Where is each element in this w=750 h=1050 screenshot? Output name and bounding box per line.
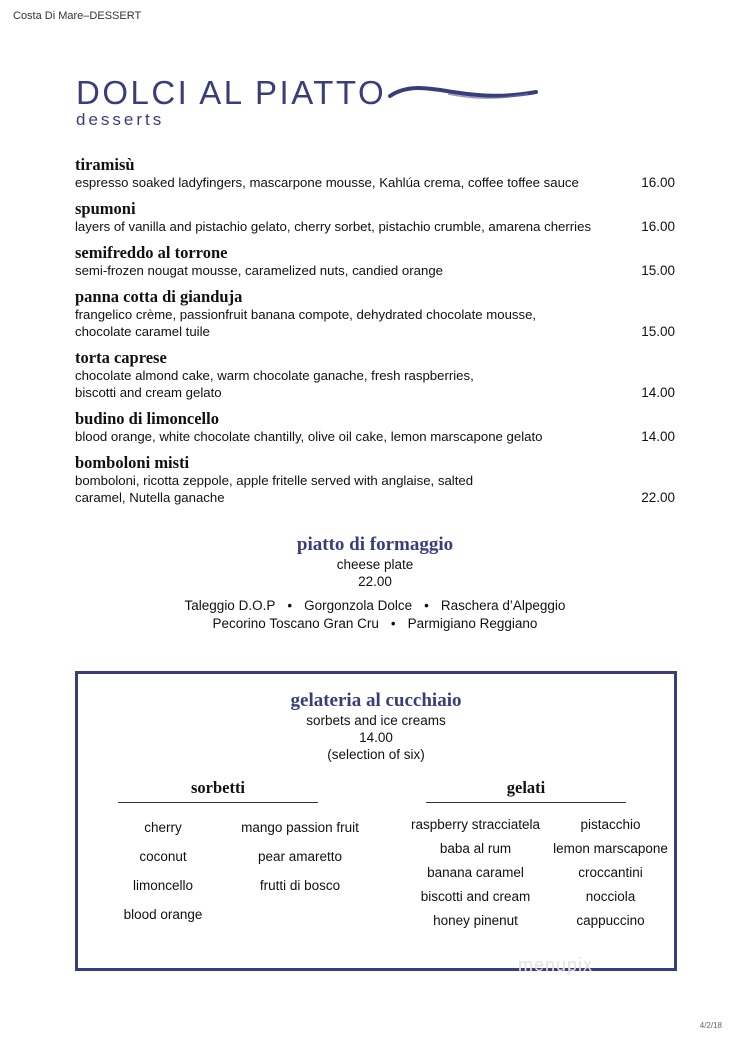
item-description: frangelico crème, passionfruit banana compote, dehydrated chocolate mousse, chocolate caramel tuile	[75, 307, 537, 339]
gelateria-title: gelateria al cucchiaio	[290, 690, 462, 711]
cheese-item: Raschera d’Alpeggio	[440, 598, 566, 613]
flavor-item: baba al rum	[439, 841, 512, 856]
bullet: •	[390, 616, 396, 631]
cheese-item: Gorgonzola Dolce	[304, 598, 413, 613]
item-name: spumoni	[75, 199, 136, 218]
menu-item	[75, 199, 675, 235]
gelateria-header	[78, 690, 674, 763]
cheese-plate-section	[0, 534, 750, 633]
flavor-item: lemon marscapone	[553, 841, 668, 856]
gelateria-price: 14.00	[359, 730, 393, 745]
dessert-list	[75, 155, 675, 514]
flavor-item: nocciola	[585, 889, 636, 904]
menu-item	[75, 287, 675, 340]
page-title: DOLCI AL PIATTO	[76, 74, 387, 111]
header-note: Costa Di Mare–DESSERT	[13, 10, 142, 22]
sorbetti-rule	[118, 802, 318, 803]
flavor-item: biscotti and cream	[420, 889, 531, 904]
menu-item	[75, 453, 675, 506]
item-price: 15.00	[641, 263, 675, 278]
menu-item	[75, 155, 675, 191]
item-description: chocolate almond cake, warm chocolate ganache, fresh raspberries, biscotti and cream gelato	[75, 368, 474, 400]
item-name: tiramisù	[75, 155, 135, 174]
gelati-heading: gelati	[506, 778, 546, 797]
cheese-item: Parmigiano Reggiano	[407, 616, 538, 631]
gelati-column-1	[403, 813, 548, 933]
item-name: budino di limoncello	[75, 409, 219, 428]
item-description: blood orange, white chocolate chantilly, olive oil cake, lemon marscapone gelato	[75, 429, 543, 444]
item-name: torta caprese	[75, 348, 167, 367]
flavor-item: pistacchio	[580, 817, 641, 832]
gelateria-box	[75, 671, 677, 971]
item-price: 16.00	[641, 175, 675, 190]
item-price: 16.00	[641, 219, 675, 234]
cheese-row	[0, 615, 750, 633]
flavor-item: coconut	[139, 849, 187, 864]
item-description: espresso soaked ladyfingers, mascarpone mousse, Kahlúa crema, coffee toffee sauce	[75, 175, 579, 190]
item-price: 22.00	[641, 490, 675, 505]
bullet: •	[287, 598, 293, 613]
menu-item	[75, 348, 675, 401]
item-name: bomboloni misti	[75, 453, 190, 472]
item-description: layers of vanilla and pistachio gelato, cherry sorbet, pistachio crumble, amarena cherries	[75, 219, 592, 234]
menu-item	[75, 243, 675, 279]
flavor-item: cappuccino	[576, 913, 645, 928]
item-price: 15.00	[641, 324, 675, 339]
gelateria-note: (selection of six)	[327, 747, 425, 762]
flavor-item: mango passion fruit	[241, 820, 359, 835]
flavor-item: frutti di bosco	[259, 878, 341, 893]
cheese-item: Pecorino Toscano Gran Cru	[212, 616, 379, 631]
cheese-subtitle: cheese plate	[336, 557, 414, 572]
gelateria-subtitle: sorbets and ice creams	[306, 713, 446, 728]
item-price: 14.00	[641, 385, 675, 400]
flavor-item: croccantini	[578, 865, 643, 880]
page-subtitle: desserts	[76, 110, 165, 129]
gelati-column-2	[548, 813, 673, 933]
cheese-row	[0, 597, 750, 615]
flavor-item: blood orange	[123, 907, 203, 922]
item-name: semifreddo al torrone	[75, 243, 228, 262]
gelati-rule	[426, 802, 626, 803]
item-price: 14.00	[641, 429, 675, 444]
cheese-title: piatto di formaggio	[296, 534, 454, 555]
watermark: menupix	[518, 955, 594, 975]
menu-item	[75, 409, 675, 445]
footer-date: 4/2/18	[699, 1021, 722, 1030]
sorbetti-heading: sorbetti	[190, 778, 246, 797]
item-description: semi-frozen nougat mousse, caramelized nuts, candied orange	[75, 263, 443, 278]
flavor-item: raspberry stracciatela	[410, 817, 541, 832]
cheese-item: Taleggio D.O.P	[184, 598, 276, 613]
bullet: •	[424, 598, 429, 613]
swoosh-decoration	[388, 80, 538, 106]
flavor-item: pear amaretto	[257, 849, 343, 864]
flavor-item: honey pinenut	[433, 913, 518, 928]
flavor-item: banana caramel	[427, 865, 524, 880]
cheese-list	[0, 597, 750, 633]
cheese-price: 22.00	[358, 574, 392, 589]
item-description: bomboloni, ricotta zeppole, apple fritelle served with anglaise, salted caramel, Nutella ganache	[75, 473, 474, 505]
item-name: panna cotta di gianduja	[75, 287, 243, 306]
flavor-item: limoncello	[132, 878, 194, 893]
sorbetti-column-1	[98, 813, 228, 929]
sorbetti-column-2	[230, 813, 370, 900]
flavor-item: cherry	[144, 820, 182, 835]
